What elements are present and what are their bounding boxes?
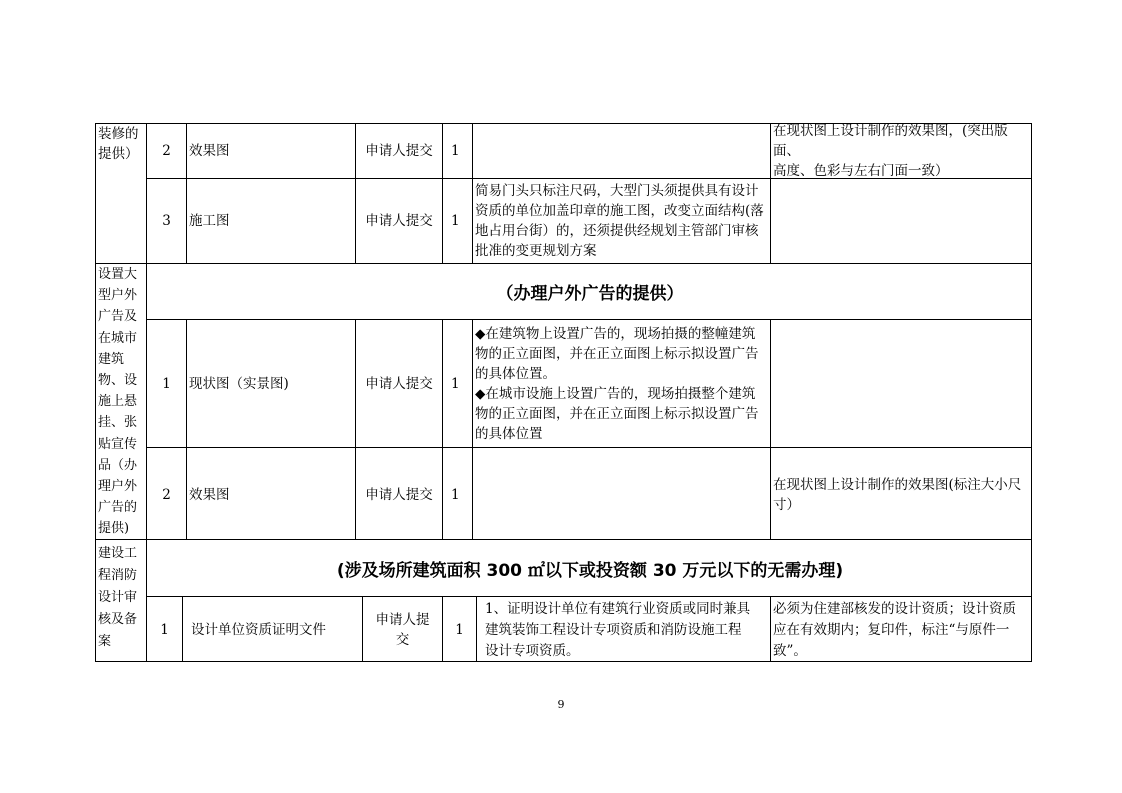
remark: 必须为住建部核发的设计资质；设计资质 应在有效期内；复印件，标注“与原件一 致”。 <box>773 600 1016 659</box>
notes <box>473 124 770 178</box>
material-name: 效果图 <box>189 143 230 159</box>
table-main <box>95 123 1032 540</box>
notes: 简易门头只标注尺码，大型门头须提供具有设计 资质的单位加盖印章的施工图，改变立面结构(落 地占用台街）的，还须提供经规划主管部门审核 批准的变更规划方案 <box>475 183 764 259</box>
category-fire-review: 建设工 程消防 设计审 核及备 案 <box>98 546 138 649</box>
category-outdoor-ads: 设置大 型户外 广告及 在城市 建筑 物、设 施上悬 挂、张 贴宣传 品（办 理户外 广告的 提供) <box>98 267 138 537</box>
table-fire-section <box>95 539 1032 662</box>
notes <box>473 448 770 541</box>
row-number: 3 <box>162 213 171 229</box>
row-number: 2 <box>162 143 171 159</box>
row-number: 1 <box>160 622 169 638</box>
page-number: 9 <box>557 698 565 711</box>
material-name: 设计单位资质证明文件 <box>191 622 326 638</box>
copies: 1 <box>451 486 460 503</box>
remark <box>771 320 1033 447</box>
submitter: 申请人提交 <box>365 143 433 159</box>
section-banner: （办理户外广告的提供） <box>496 284 684 304</box>
copies: 1 <box>451 213 460 229</box>
row-number: 2 <box>162 486 171 503</box>
copies: 1 <box>455 622 464 638</box>
notes: 1、证明设计单位有建筑行业资质或同时兼具 建筑装饰工程设计专项资质和消防设施工程 设计专项资质。 <box>485 600 751 659</box>
row-number: 1 <box>162 375 171 392</box>
remark: 在现状图上设计制作的效果图，(突出版面、 高度、色彩与左右门面一致） <box>773 124 1008 178</box>
material-name: 效果图 <box>189 486 230 503</box>
submitter: 申请人提交 <box>365 213 433 229</box>
section-banner: (涉及场所建筑面积 300 ㎡以下或投资额 30 万元以下的无需办理) <box>336 560 844 581</box>
material-name: 施工图 <box>189 213 230 229</box>
notes: ◆在建筑物上设置广告的，现场拍摄的整幢建筑 物的正立面图，并在正立面图上标示拟设置广告 的具体位置。 ◆在城市设施上设置广告的，现场拍摄整个建筑 物的正立面图，并在正立面图上标示拟设置广告 的具体位置 <box>475 325 759 442</box>
submitter: 申请人提交 <box>365 486 433 503</box>
remark: 在现状图上设计制作的效果图(标注大小尺 寸） <box>773 476 1022 513</box>
copies: 1 <box>451 375 460 392</box>
submitter: 申请人提 交 <box>375 612 430 648</box>
submitter: 申请人提交 <box>365 375 433 392</box>
copies: 1 <box>451 143 460 159</box>
material-name: 现状图（实景图) <box>189 375 289 392</box>
category-renovation: 装修的 提供） <box>98 126 139 162</box>
remark <box>771 179 1033 263</box>
